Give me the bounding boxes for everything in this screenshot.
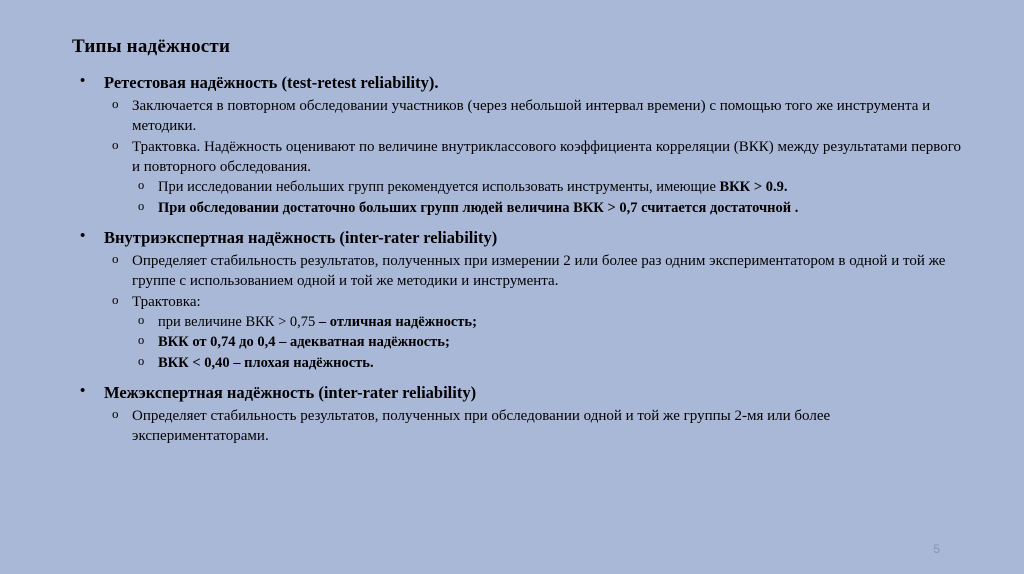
- outline-level2-list: [104, 96, 962, 218]
- list-item: [104, 96, 962, 136]
- outline-level2-list: [104, 406, 962, 446]
- bullet-circle-icon: o: [138, 333, 145, 348]
- list-item: [104, 137, 962, 218]
- list-item-text: Определяет стабильность результатов, полученных при измерении 2 или более раз одним экспериментатором в одной и той же группе с использованием одной и той же методики и инструмента.: [132, 252, 946, 289]
- list-item: [132, 178, 962, 197]
- bullet-circle-icon: o: [138, 198, 145, 213]
- list-item: [72, 382, 962, 446]
- list-item: [104, 251, 962, 291]
- slide-body: [72, 72, 962, 446]
- bullet-circle-icon: o: [112, 250, 119, 266]
- list-item: [72, 72, 962, 218]
- bullet-circle-icon: o: [138, 178, 145, 193]
- list-item-text: при величине ВКК > 0,75: [158, 314, 319, 331]
- list-item-text: Заключается в повторном обследовании участников (через небольшой интервал времени) с помощью того же инструмента и методики.: [132, 97, 931, 134]
- list-item-text: При исследовании небольших групп рекомендуется использовать инструменты, имеющие: [158, 179, 720, 196]
- bullet-circle-icon: o: [112, 291, 119, 307]
- list-item-text: Ретестовая надёжность (test-retest reliability).: [104, 73, 439, 92]
- list-item-emphasis: ВКК < 0,40 – плохая надёжность.: [158, 354, 374, 371]
- outline-level2-list: [104, 251, 962, 374]
- bullet-disc-icon: •: [80, 383, 86, 400]
- list-item: [104, 292, 962, 373]
- list-item: [72, 227, 962, 373]
- list-item-text: Межэкспертная надёжность (inter-rater reliability): [104, 383, 477, 403]
- list-item-emphasis: При обследовании достаточно больших групп людей величина ВКК > 0,7 считается достаточной .: [158, 199, 799, 216]
- bullet-disc-icon: •: [80, 73, 86, 89]
- list-item: [132, 199, 962, 218]
- page-title: Типы надёжности: [72, 36, 231, 57]
- list-item: [104, 406, 962, 446]
- bullet-disc-icon: •: [80, 227, 86, 244]
- list-item-emphasis: ВКК от 0,74 до 0,4 – адекватная надёжность;: [158, 334, 450, 351]
- list-item-text: Трактовка. Надёжность оценивают по величине внутриклассового коэффициента корреляции (ВКК) между результатами первого и повторного обследования.: [132, 138, 962, 176]
- list-item-text: Внутриэкспертная надёжность (inter-rater reliability): [104, 227, 498, 247]
- outline-level1-list: [72, 72, 962, 446]
- bullet-circle-icon: o: [112, 95, 119, 111]
- outline-level3-list: [132, 178, 962, 218]
- list-item-text: Определяет стабильность результатов, полученных при обследовании одной и той же группы 2-мя или более экспериментаторами.: [132, 408, 831, 445]
- list-item-emphasis: – отличная надёжность;: [318, 314, 477, 331]
- page-number: 5: [933, 542, 940, 556]
- bullet-circle-icon: o: [112, 136, 119, 152]
- bullet-circle-icon: o: [138, 353, 145, 368]
- list-item-text: Трактовка:: [132, 293, 201, 310]
- list-item-emphasis: ВКК > 0.9.: [719, 179, 788, 196]
- list-item: [132, 313, 962, 332]
- bullet-circle-icon: o: [138, 313, 145, 328]
- list-item: [132, 354, 962, 373]
- outline-level3-list: [132, 313, 962, 373]
- list-item: [132, 333, 962, 352]
- bullet-circle-icon: o: [112, 406, 119, 422]
